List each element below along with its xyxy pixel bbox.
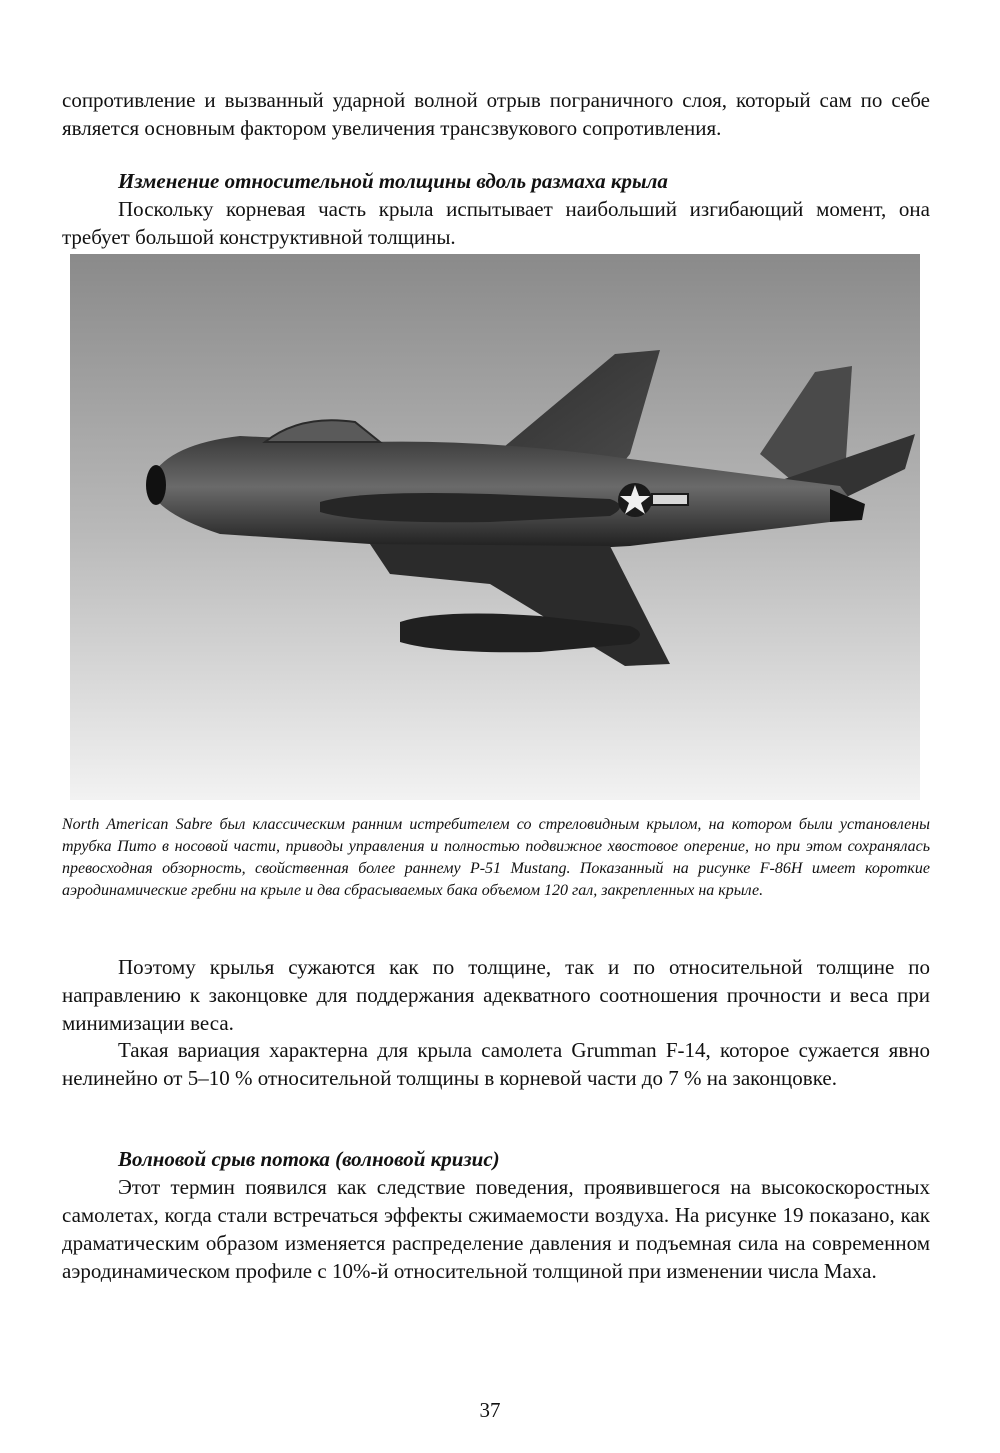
paragraph-f14: Такая вариация характерна для крыла самолета Grumman F-14, которое сужается явно нелинейно от 5–10 % относительной толщины в корневой части до 7 % на законцовке.	[62, 1038, 930, 1090]
section-heading-wave-drag: Волновой срыв потока (волновой кризис)	[118, 1147, 500, 1171]
paragraph-wave-drag: Этот термин появился как следствие поведения, проявившегося на высокоскоростных самолетах, когда стали встречаться эффекты сжимаемости воздуха. На рисунке 19 показано, как драматическим образом изменяется распределение давления и подъемная сила на современном аэродинамическом профиле с 10%-й относительной толщиной при изменении числа Маха.	[62, 1175, 930, 1283]
paragraph-root-thickness: Поскольку корневая часть крыла испытывает наибольший изгибающий момент, она требует большой конструктивной толщины.	[62, 197, 930, 249]
aircraft-photo	[70, 254, 920, 800]
paragraph-taper: Поэтому крылья сужаются как по толщине, так и по относительной толщине по направлению к законцовке для поддержания адекватного соотношения прочности и веса при минимизации веса.	[62, 955, 930, 1035]
page-number: 37	[479, 1398, 501, 1422]
insignia-bar	[652, 494, 688, 505]
section-heading-thickness: Изменение относительной толщины вдоль размаха крыла	[118, 169, 668, 193]
paragraph-top: сопротивление и вызванный ударной волной отрыв пограничного слоя, который сам по себе является основным фактором увеличения трансзвукового сопротивления.	[62, 88, 930, 140]
figure-caption: North American Sabre был классическим ранним истребителем со стреловидным крылом, на котором были установлены трубка Пито в носовой части, приводы управления и полностью подвижное хвостовое оперение, но при этом сохранялась превосходная обзорность, свойственная более раннему P-51 Mustang. Показанный на рисунке F-86H имеет короткие аэродинамические гребни на крыле и два сбрасываемых бака объемом 120 гал, закрепленных на крыле.	[62, 816, 930, 899]
air-intake	[146, 465, 166, 505]
